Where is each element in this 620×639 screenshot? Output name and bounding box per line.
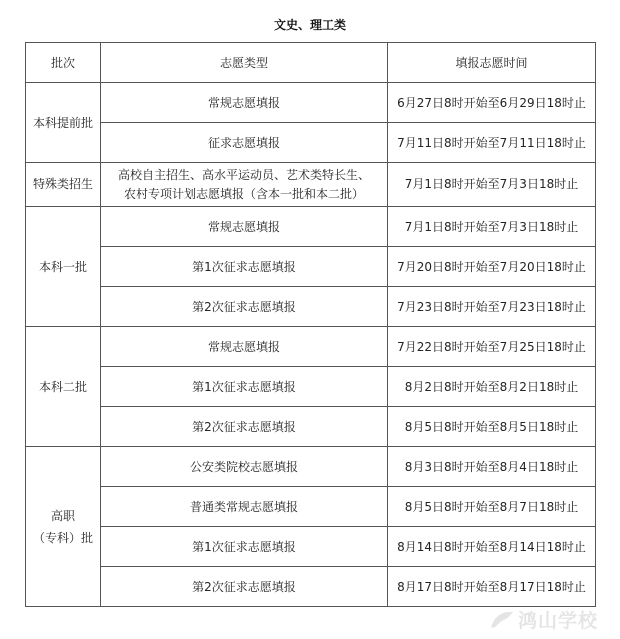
header-batch: 批次 (26, 43, 101, 83)
time-cell: 7月1日8时开始至7月3日18时止 (388, 207, 596, 247)
watermark (489, 606, 598, 633)
type-cell: 常规志愿填报 (101, 207, 388, 247)
table-row (26, 163, 596, 207)
time-cell: 8月3日8时开始至8月4日18时止 (388, 447, 596, 487)
schedule-table (25, 42, 596, 607)
batch-cell: 特殊类招生 (26, 163, 101, 207)
table-row (26, 207, 596, 247)
type-cell: 第2次征求志愿填报 (101, 287, 388, 327)
table-row (26, 447, 596, 487)
batch-cell: 本科一批 (26, 207, 101, 327)
time-cell: 8月14日8时开始至8月14日18时止 (388, 527, 596, 567)
type-cell: 征求志愿填报 (101, 123, 388, 163)
time-cell: 8月5日8时开始至8月7日18时止 (388, 487, 596, 527)
time-cell: 8月2日8时开始至8月2日18时止 (388, 367, 596, 407)
table-title: 文史、理工类 (273, 18, 346, 32)
header-type: 志愿类型 (101, 43, 388, 83)
watermark-text: 鸿山学校 (517, 610, 598, 632)
type-cell: 第1次征求志愿填报 (101, 247, 388, 287)
batch-cell: 本科提前批 (26, 83, 101, 163)
table-row (26, 567, 596, 607)
type-cell: 第1次征求志愿填报 (101, 367, 388, 407)
table-row (26, 367, 596, 407)
table-row (26, 527, 596, 567)
table-row (26, 287, 596, 327)
type-cell: 公安类院校志愿填报 (101, 447, 388, 487)
table-row (26, 487, 596, 527)
type-cell: 常规志愿填报 (101, 327, 388, 367)
leaf-logo-icon (489, 609, 515, 631)
time-cell: 8月5日8时开始至8月5日18时止 (388, 407, 596, 447)
batch-cell: 高职 （专科）批 (26, 447, 101, 607)
time-cell: 7月23日8时开始至7月23日18时止 (388, 287, 596, 327)
time-cell: 7月22日8时开始至7月25日18时止 (388, 327, 596, 367)
table-header-row (26, 43, 596, 83)
batch-cell: 本科二批 (26, 327, 101, 447)
type-cell: 普通类常规志愿填报 (101, 487, 388, 527)
type-cell: 第1次征求志愿填报 (101, 527, 388, 567)
type-cell: 常规志愿填报 (101, 83, 388, 123)
table-row (26, 327, 596, 367)
table-row (26, 407, 596, 447)
time-cell: 7月1日8时开始至7月3日18时止 (388, 163, 596, 207)
time-cell: 7月11日8时开始至7月11日18时止 (388, 123, 596, 163)
time-cell: 6月27日8时开始至6月29日18时止 (388, 83, 596, 123)
type-cell: 第2次征求志愿填报 (101, 567, 388, 607)
table-row (26, 123, 596, 163)
table-row (26, 247, 596, 287)
type-cell: 高校自主招生、高水平运动员、艺术类特长生、 农村专项计划志愿填报（含本一批和本二批） (101, 163, 388, 207)
time-cell: 8月17日8时开始至8月17日18时止 (388, 567, 596, 607)
type-cell: 第2次征求志愿填报 (101, 407, 388, 447)
time-cell: 7月20日8时开始至7月20日18时止 (388, 247, 596, 287)
table-row (26, 83, 596, 123)
header-time: 填报志愿时间 (388, 43, 596, 83)
